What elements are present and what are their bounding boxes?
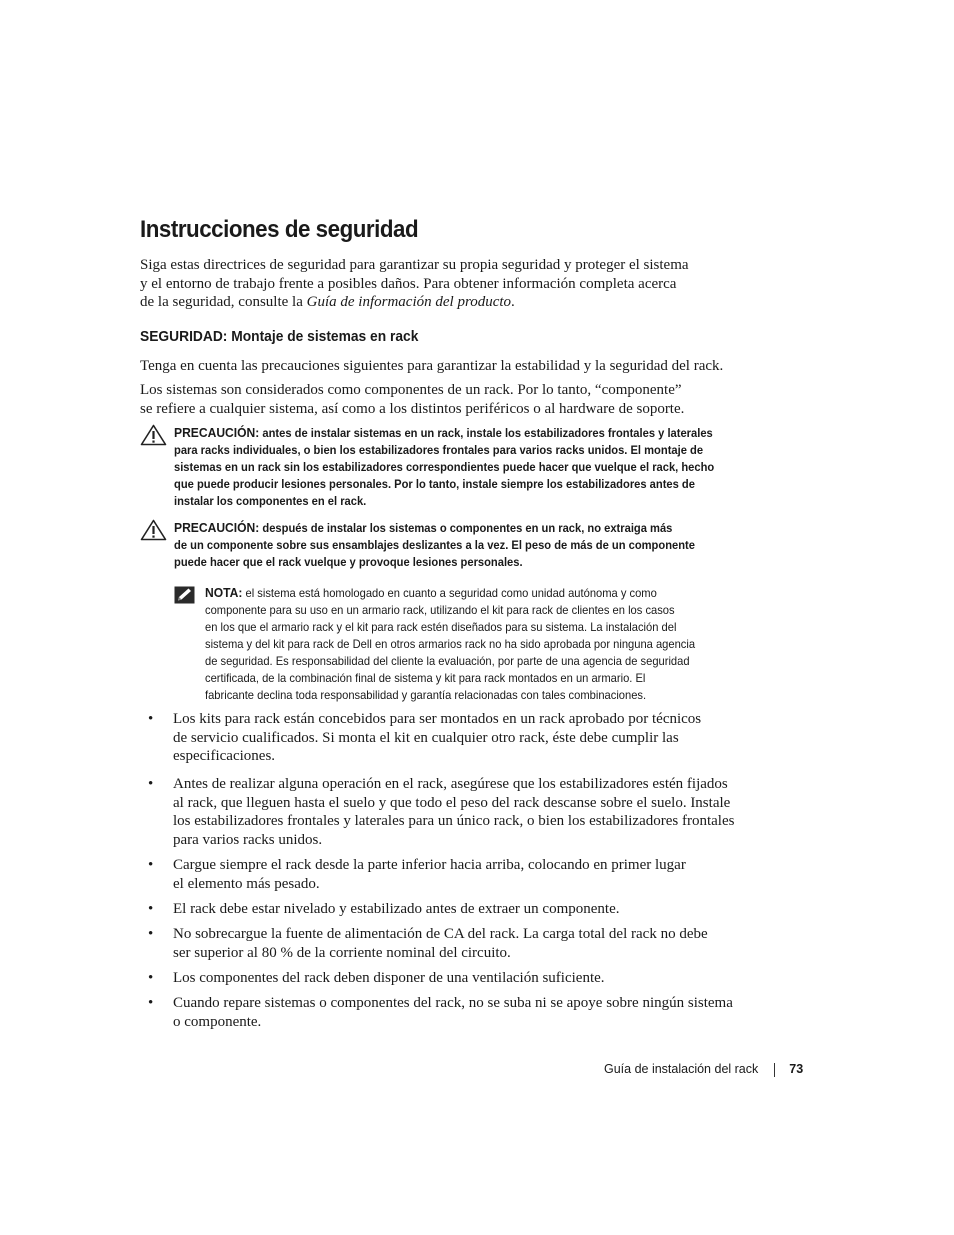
warning-triangle-icon	[140, 519, 167, 541]
caution-text: PRECAUCIÓN: después de instalar los sistemas o componentes en un rack, no extraiga más de un componente sobre sus ensamblajes deslizantes a la vez. El peso de más de un componente puede hacer que el rack vuelque y provoque lesiones personales.	[174, 520, 695, 569]
page-footer	[604, 1062, 803, 1077]
bullet-icon: •	[148, 901, 154, 917]
bullet-icon: •	[148, 995, 154, 1011]
precautions-paragraph: Tenga en cuenta las precauciones siguientes para garantizar la estabilidad y la seguridad del rack.	[140, 358, 724, 374]
bullet-icon: •	[148, 711, 154, 727]
section-subheading: SEGURIDAD: Montaje de sistemas en rack	[140, 328, 419, 345]
intro-line: y el entorno de trabajo frente a posibles daños. Para obtener información completa acerca	[140, 275, 677, 292]
intro-paragraph	[140, 256, 780, 312]
footer-guide-title: Guía de instalación del rack	[604, 1062, 759, 1076]
page-title: Instrucciones de seguridad	[140, 216, 419, 243]
note-text: NOTA: el sistema está homologado en cuanto a seguridad como unidad autónoma y como componente para su uso en un armario rack, utilizando el kit para rack de clientes en los casos en los que el armario rack y el kit para rack estén diseñados para su sistema. La instalación del sistema y del kit para rack de Dell en otros armarios rack no ha sido aprobada por ninguna agencia de seguridad. Es responsabilidad del cliente la evaluación, por parte de una agencia de seguridad certificada, de la combinación final de sistema y kit para rack montados en un armario. El fabricante declina toda responsabilidad y garantía relacionadas con tales combinaciones.	[205, 585, 696, 702]
component-definition-paragraph: Los sistemas son considerados como componentes de un rack. Por lo tanto, “componente” se refiere a cualquier sistema, así como a los distintos periféricos o al hardware de soporte.	[140, 382, 685, 417]
caution-label: PRECAUCIÓN:	[174, 520, 260, 535]
intro-line: de la seguridad, consulte la Guía de información del producto.	[140, 294, 515, 310]
bullet-icon: •	[148, 926, 154, 942]
bullet-icon: •	[148, 970, 154, 986]
warning-triangle-icon	[140, 424, 167, 446]
product-guide-reference: Guía de información del producto	[306, 294, 512, 310]
caution-text: PRECAUCIÓN: antes de instalar sistemas en un rack, instale los estabilizadores frontales y laterales para racks individuales, o bien los estabilizadores frontales para varios racks unidos. El montaje de sistemas en un rack sin los estabilizadores correspondientes puede hacer que vuelque el rack, hecho que puede producir lesiones personales. Por lo tanto, instale siempre los estabilizadores antes de instalar los componentes en el rack.	[174, 425, 715, 508]
note-pencil-icon	[174, 586, 195, 604]
note-label: NOTA:	[205, 585, 243, 600]
intro-line: Siga estas directrices de seguridad para garantizar su propia seguridad y proteger el sistema	[140, 257, 689, 273]
bullet-icon: •	[148, 857, 154, 873]
page-number: 73	[789, 1062, 804, 1076]
bullet-icon: •	[148, 776, 154, 792]
caution-label: PRECAUCIÓN:	[174, 425, 260, 440]
footer-divider	[774, 1063, 775, 1077]
